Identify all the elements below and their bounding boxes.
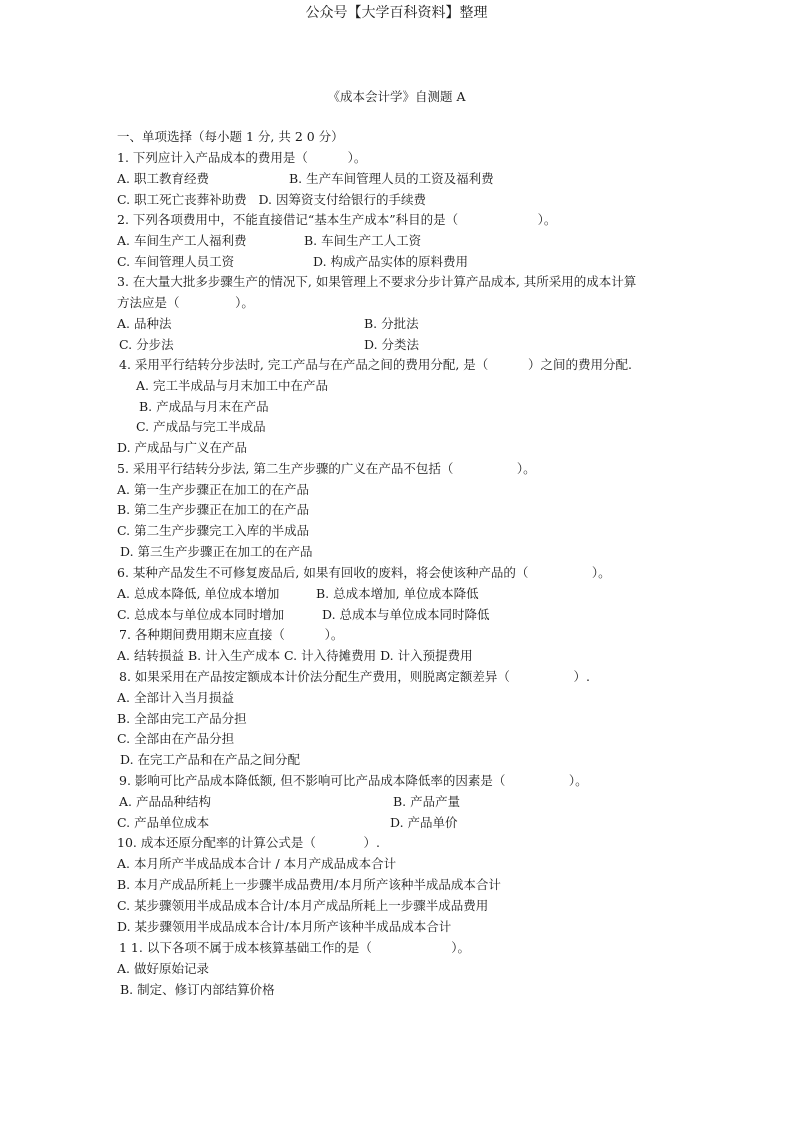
text-line: D. 分类法 [364,337,420,352]
text-line: B. 车间生产工人工资 [304,233,422,248]
text-line: D. 总成本与单位成本同时降低 [322,607,490,622]
text-line: C. 车间管理人员工资 [117,254,235,269]
text-line: 1. 下列应计入产品成本的费用是（ ）。 [117,150,367,165]
text-line: A. 结转损益 B. 计入生产成本 C. 计入待摊费用 D. 计入预提费用 [117,648,473,663]
text-line: 4. 采用平行结转分步法时, 完工产品与在产品之间的费用分配, 是（ ）之间的费用分配. [119,357,633,372]
text-line: A. 品种法 [117,316,172,331]
text-line: C. 总成本与单位成本同时增加 [117,607,285,622]
text-line: A. 第一生产步骤正在加工的在产品 [117,482,309,497]
text-line: C. 产成品与完工半成品 [136,419,266,434]
text-line: A. 产品品种结构 [119,794,211,809]
text-line: A. 本月所产半成品成本合计 / 本月产成品成本合计 [117,856,397,871]
text-line: C. 产品单位成本 [117,815,210,830]
text-line: 1 1. 以下各项不属于成本核算基础工作的是（ ）。 [119,940,471,955]
document-title: 《成本会计学》自测题 A [327,89,466,104]
text-line: C. 职工死亡丧葬补助费 D. 因筹资支付给银行的手续费 [117,192,427,207]
text-line: A. 车间生产工人福利费 [117,233,247,248]
text-line: A. 总成本降低, 单位成本增加 [117,586,280,601]
text-line: 3. 在大量大批多步骤生产的情况下, 如果管理上不要求分步计算产品成本, 其所采用的成本计算 [117,274,637,289]
text-line: A. 完工半成品与月末加工中在产品 [136,378,328,393]
page-header: 公众号【大学百科资料】整理 [305,5,488,21]
text-line: C. 某步骤领用半成品成本合计/本月产成品所耗上一步骤半成品费用 [117,898,489,913]
text-line: B. 第二生产步骤正在加工的在产品 [117,502,310,517]
text-line: B. 本月产成品所耗上一步骤半成品费用/本月所产该种半成品成本合计 [117,877,501,892]
text-line: B. 总成本增加, 单位成本降低 [316,586,479,601]
text-line: B. 产品产量 [393,794,461,809]
text-line: 9. 影响可比产品成本降低额, 但不影响可比产品成本降低率的因素是（ ）。 [119,773,588,788]
text-line: D. 在完工产品和在产品之间分配 [120,752,301,767]
text-line: 方法应是（ ）。 [117,295,254,310]
text-line: B. 制定、修订内部结算价格 [120,982,275,997]
text-line: 8. 如果采用在产品按定额成本计价法分配生产费用，则脱离定额差异（ ）. [119,669,590,684]
text-line: A. 职工教育经费 [117,171,209,186]
text-line: B. 全部由完工产品分担 [117,711,247,726]
text-line: D. 第三生产步骤正在加工的在产品 [120,544,313,559]
text-line: 2. 下列各项费用中，不能直接借记“基本生产成本”科目的是（ ）。 [117,212,557,227]
text-line: D. 产成品与广义在产品 [117,440,248,455]
text-line: A. 做好原始记录 [117,961,209,976]
text-line: D. 某步骤领用半成品成本合计/本月所产该种半成品成本合计 [117,919,452,934]
text-line: C. 分步法 [119,337,174,352]
text-line: D. 构成产品实体的原料费用 [313,254,469,269]
text-line: 6. 某种产品发生不可修复废品后, 如果有回收的废料，将会使该种产品的（ ）。 [117,565,611,580]
text-line: D. 产品单价 [390,815,458,830]
text-line: C. 全部由在产品分担 [117,731,235,746]
text-line: A. 全部计入当月损益 [117,690,234,705]
text-line: C. 第二生产步骤完工入库的半成品 [117,523,310,538]
text-line: B. 产成品与月末在产品 [139,399,269,414]
text-line: B. 生产车间管理人员的工资及福利费 [289,171,494,186]
text-line: 5. 采用平行结转分步法, 第二生产步骤的广义在产品不包括（ ）。 [117,461,536,476]
text-line: 7. 各种期间费用期末应直接（ ）。 [119,627,344,642]
text-line: B. 分批法 [364,316,419,331]
text-line: 10. 成本还原分配率的计算公式是（ ）. [117,835,381,850]
section-heading: 一、单项选择（每小题 1 分, 共 2 0 分） [117,129,344,144]
